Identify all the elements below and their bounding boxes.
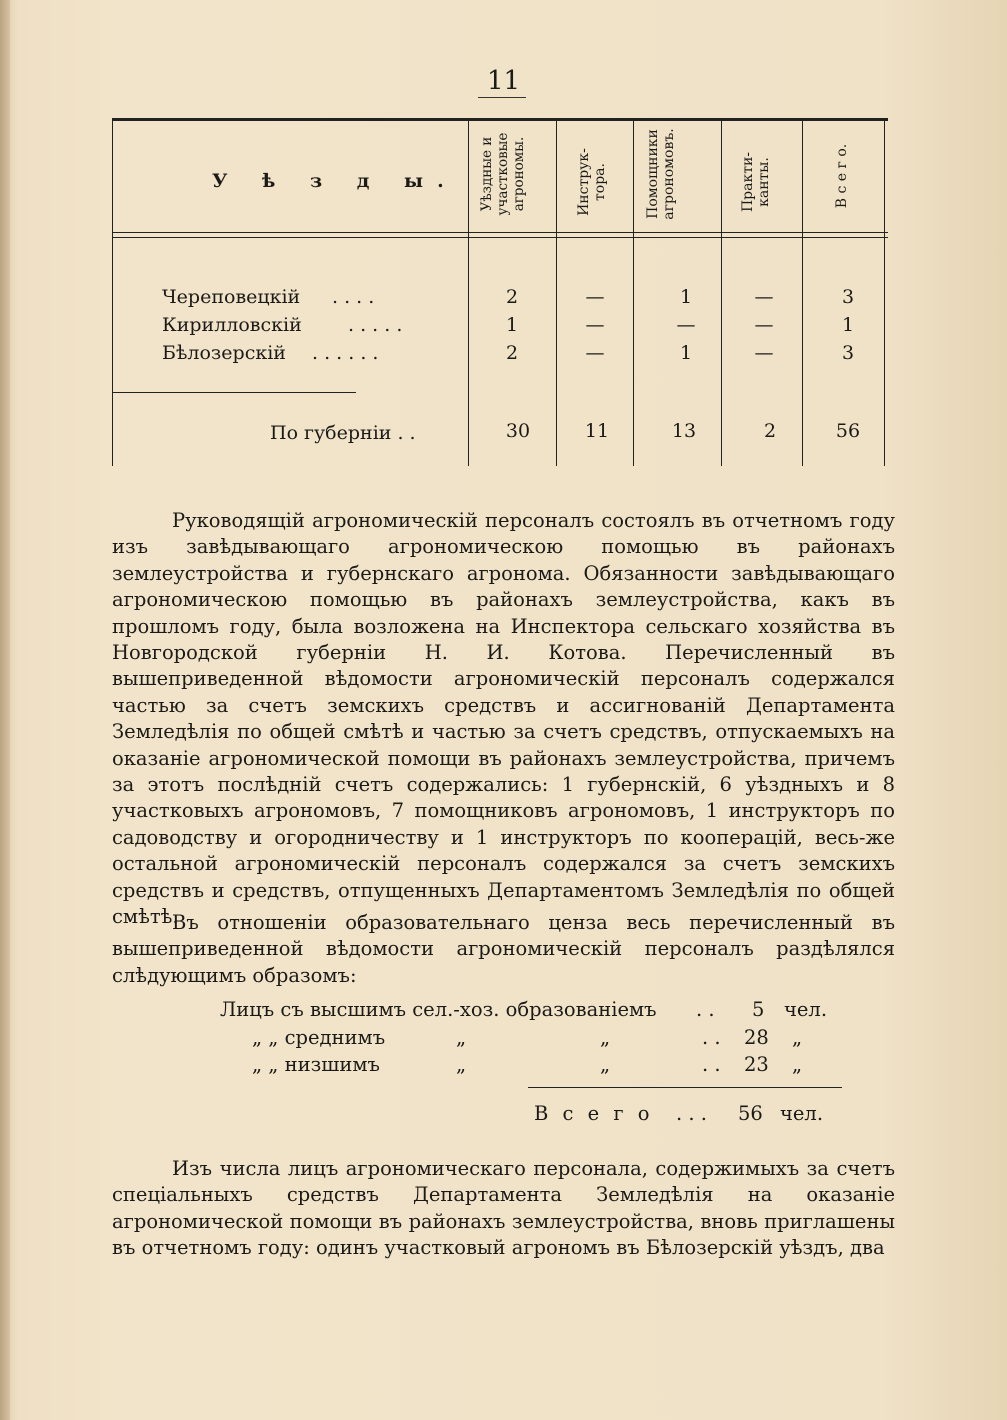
header-agronomists: Уѣздные и участковые агрономы.	[479, 132, 527, 216]
cell-practicants: —	[754, 342, 774, 364]
binding-edge	[0, 0, 10, 1420]
edu-dots: . .	[702, 1053, 721, 1076]
header-practicants: Практи-канты.	[740, 151, 772, 213]
header-total: В с е г о.	[834, 143, 850, 209]
edu-line-higher: Лицъ съ высшимъ сел.-хоз. образованіемъ	[220, 998, 657, 1021]
paragraph-1-text: Руководящій агрономическій персоналъ состоялъ въ отчетномъ году изъ завѣдывающаго агрономическою помощью въ районахъ землеустройства и губернскаго агронома. Обязанности завѣдывающаго агрономическою помощью въ районахъ землеустройства, какъ въ прошломъ году, была возложена на Инспектора сельскаго хозяйства въ Новгородской губерніи Н. И. Котова. Перечисленный въ вышеприведенной вѣдомости агрономическій персоналъ содержался частью за счетъ земскихъ средствъ и ассигнованій Департамента Земледѣлія по общей смѣтѣ и частью за счетъ средствъ, отпускаемыхъ на оказаніе агрономической помощи въ районахъ землеустройства, причемъ за этотъ послѣдній счетъ содержались: 1 губернскій, 6 уѣздныхъ и 8 участковыхъ агрономовъ, 7 помощниковъ агрономовъ, 1 инструкторъ по садоводству и огородничеству и 1 инструкторъ по кооперацій, весь-же остальной агрономическій персоналъ содержался за счетъ земскихъ средствъ и средствъ, отпущенныхъ Департаментомъ Земледѣлія по общей смѣтѣ.	[112, 509, 895, 929]
paragraph-2-text: Въ отношеніи образовательнаго ценза весь перечисленный въ вышеприведенной вѣдомости агрономическій персоналъ раздѣлялся слѣдующимъ образомъ:	[112, 911, 895, 987]
header-assistants: Помощники агрономовъ.	[645, 128, 677, 220]
paragraph-1	[112, 508, 895, 931]
page-number-rule	[478, 97, 526, 98]
paragraph-3	[112, 1156, 895, 1262]
total-assistants: 13	[671, 420, 697, 442]
col-rule-2	[556, 118, 557, 466]
total-label: По губерніи . .	[270, 422, 416, 444]
col-rule-4	[721, 118, 722, 466]
total-agronomists: 30	[505, 420, 531, 442]
cell-instructors: —	[585, 314, 605, 336]
edu-total-label: В с е г о	[534, 1102, 654, 1125]
edu-unit: „	[792, 1053, 803, 1076]
total-practicants: 2	[763, 420, 777, 442]
header-uezdy: У ѣ з д ы.	[212, 170, 458, 192]
page-number: 11	[486, 66, 521, 96]
row-dots: . . . . . .	[312, 342, 379, 364]
edu-count-lower: 23	[744, 1053, 769, 1076]
paragraph-2	[112, 910, 895, 989]
table-top-rule	[112, 118, 888, 121]
cell-practicants: —	[754, 314, 774, 336]
table-right-rule	[884, 118, 885, 466]
cell-assistants: 1	[679, 286, 693, 308]
edu-ditto: „	[456, 1026, 467, 1049]
cell-assistants: —	[676, 314, 696, 336]
cell-agronomists: 2	[505, 286, 519, 308]
cell-agronomists: 1	[505, 314, 519, 336]
edu-ditto: „	[600, 1026, 611, 1049]
col-rule-5	[802, 118, 803, 466]
col-rule-3	[633, 118, 634, 466]
cell-total: 1	[841, 314, 855, 336]
col-rule-1	[468, 118, 469, 466]
edu-count-higher: 5	[752, 998, 765, 1021]
edu-unit: чел.	[784, 998, 828, 1021]
row-name: Бѣлозерскій	[162, 342, 286, 364]
total-instructors: 11	[584, 420, 610, 442]
edu-unit: „	[792, 1026, 803, 1049]
row-name: Череповецкій	[162, 286, 301, 308]
cell-instructors: —	[585, 286, 605, 308]
staff-table	[112, 118, 888, 466]
edu-count-secondary: 28	[744, 1026, 769, 1049]
row-name: Кирилловскій	[162, 314, 302, 336]
cell-practicants: —	[754, 286, 774, 308]
table-total-rule	[112, 392, 356, 393]
edu-dots: . .	[696, 998, 715, 1021]
cell-assistants: 1	[679, 342, 693, 364]
cell-agronomists: 2	[505, 342, 519, 364]
paragraph-3-text: Изъ числа лицъ агрономическаго персонала, содержимыхъ за счетъ спеціальныхъ средствъ Департамента Земледѣлія на оказаніе агрономической помощи въ районахъ землеустройства, вновь приглашены въ отчетномъ году: одинъ участковый агрономъ въ Бѣлозерскій уѣздъ, два	[112, 1157, 895, 1260]
edu-sum-rule	[528, 1087, 842, 1088]
edu-line-lower: „ „ низшимъ	[252, 1053, 380, 1076]
edu-total-dots: . . .	[676, 1102, 707, 1125]
table-header-rule-2	[112, 237, 888, 238]
row-dots: . . . . .	[348, 314, 403, 336]
edu-total-count: 56	[738, 1102, 763, 1125]
row-dots: . . . .	[332, 286, 375, 308]
table-left-rule	[112, 118, 113, 466]
edu-ditto: „	[600, 1053, 611, 1076]
cell-total: 3	[841, 342, 855, 364]
cell-instructors: —	[585, 342, 605, 364]
edu-ditto: „	[456, 1053, 467, 1076]
edu-dots: . .	[702, 1026, 721, 1049]
edu-total-unit: чел.	[780, 1102, 824, 1125]
table-header-rule-1	[112, 232, 888, 233]
cell-total: 3	[841, 286, 855, 308]
total-all: 56	[835, 420, 861, 442]
header-instructors: Инструк-тора.	[576, 148, 608, 216]
edu-line-secondary: „ „ среднимъ	[252, 1026, 386, 1049]
